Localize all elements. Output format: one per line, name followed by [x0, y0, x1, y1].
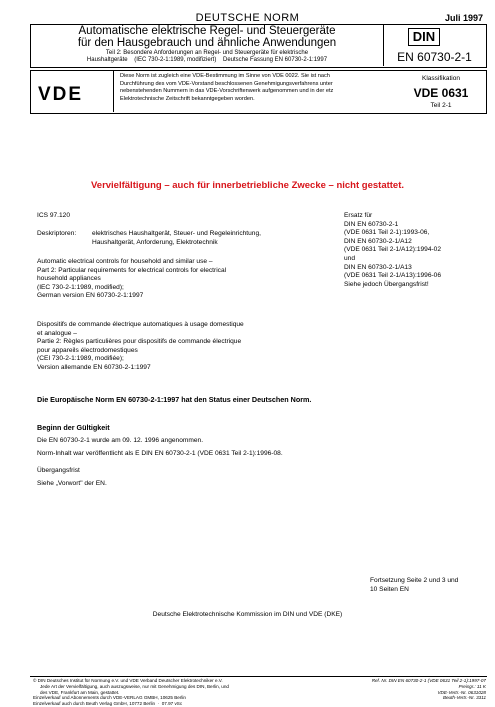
- replacement-info: [344, 212, 494, 289]
- replacement-line: DIN EN 60730-2-1/A12: [344, 237, 412, 245]
- english-title-line: household appliances: [37, 275, 101, 283]
- descriptors-label: Deskriptoren:: [37, 230, 77, 237]
- title-line: für den Hausgebrauch und ähnliche Anwendungen: [77, 37, 337, 49]
- english-title-line: Automatic electrical controls for household and similar use –: [37, 258, 213, 265]
- subtitle: [31, 50, 383, 64]
- french-title-line: (CEI 730-2-1:1989, modifiée);: [37, 355, 124, 363]
- french-title-line: Version allemande EN 60730-2-1:1997: [37, 363, 151, 371]
- descriptor-line: Haushaltgerät, Anforderung, Elektrotechnik: [92, 238, 218, 246]
- vde-part: Teil 2-1: [430, 102, 452, 109]
- vde-number: VDE 0631: [413, 86, 469, 100]
- issue-date: Juli 1997: [444, 13, 483, 23]
- replacement-line: DIN EN 60730-2-1: [344, 220, 399, 228]
- vde-statement-line: Diese Norm ist zugleich eine VDE-Bestimmung im Sinne von VDE 0022. Sie ist nach: [120, 73, 330, 79]
- replacement-line: DIN EN 60730-2-1/A13: [344, 263, 412, 271]
- continuation-line: 10 Seiten EN: [370, 585, 409, 593]
- validity-heading: Beginn der Gültigkeit: [37, 423, 110, 432]
- footer-line: des VDE, Frankfurt am Main, gestattet.: [40, 689, 120, 695]
- vde-statement: [120, 73, 390, 103]
- transition-text: Siehe „Vorwort" der EN.: [37, 480, 107, 487]
- french-title-line: Dispositifs de commande électrique automatiques à usage domestique: [37, 321, 244, 328]
- french-title-line: Partie 2: Règles particulières pour dispositifs de commande électrique: [37, 338, 242, 346]
- replacement-line: Ersatz für: [344, 212, 373, 219]
- descriptors: [92, 230, 312, 247]
- english-title-line: Part 2: Particular requirements for electrical controls for electrical: [37, 266, 227, 274]
- subtitle-line: Haushaltgeräte (IEC 730-2-1:1989, modifiziert) Deutsche Fassung EN 60730-2-1:1997: [86, 57, 328, 63]
- validity-text: Norm-Inhalt war veröffentlicht als E DIN EN 60730-2-1 (VDE 0631 Teil 2-1):1996-08.: [37, 450, 283, 457]
- norm-type: DEUTSCHE NORM: [195, 12, 300, 24]
- title-block: [31, 25, 384, 66]
- english-title-line: German version EN 60730-2-1:1997: [37, 292, 144, 300]
- french-title-line: pour appareils électrodomestiques: [37, 346, 138, 354]
- ics-code: ICS 97.120: [37, 212, 70, 219]
- footer-line: Preisgr.: 11 K: [458, 683, 486, 689]
- transition-heading: Übergangsfrist: [37, 467, 80, 474]
- continuation-line: Fortsetzung Seite 2 und 3 und: [370, 577, 459, 584]
- vde-logo: VDE: [38, 84, 84, 105]
- classification-label: Klassifikation: [422, 75, 460, 82]
- footer-line: © DIN Deutsches Institut für Normung e.V. und VDE Verband Deutscher Elektrotechniker e.V.: [33, 678, 223, 683]
- french-title-line: et analogue –: [37, 329, 77, 337]
- validity-text: Die EN 60730-2-1 wurde am 09. 12. 1996 angenommen.: [37, 437, 204, 444]
- english-title: [37, 258, 307, 301]
- din-logo: DIN: [408, 28, 440, 46]
- european-status: Die Europäische Norm EN 60730-2-1:1997 hat den Status einer Deutschen Norm.: [37, 395, 312, 404]
- french-title: [37, 321, 307, 373]
- title-line: Automatische elektrische Regel- und Steuergeräte: [78, 25, 336, 37]
- main-title: [31, 25, 383, 49]
- copy-warning: Vervielfältigung – auch für innerbetriebliche Zwecke – nicht gestattet.: [90, 180, 405, 191]
- commission-name: Deutsche Elektrotechnische Kommission im DIN und VDE (DKE): [152, 611, 343, 618]
- continuation-note: [370, 577, 490, 594]
- footer-line: Einzelverkauf und Abonnements durch VDE-VERLAG GMBH, 10625 Berlin: [33, 695, 186, 701]
- replacement-line: (VDE 0631 Teil 2-1/A12):1994-02: [344, 246, 442, 254]
- din-number: EN 60730-2-1: [397, 50, 472, 64]
- replacement-line: und: [344, 254, 356, 262]
- footer-reference: [300, 678, 486, 701]
- descriptor-line: elektrisches Haushaltgerät, Steuer- und Regeleinrichtung,: [92, 230, 261, 237]
- footer-copyright: [33, 678, 295, 707]
- replacement-line: (VDE 0631 Teil 2-1/A13):1996-06: [344, 272, 442, 280]
- footer-line: Jede Art der Vervielfältigung, auch auszugsweise, nur mit Genehmigung des DIN, Berlin, und: [40, 683, 229, 689]
- divider: [113, 71, 114, 112]
- footer-line: Ref. Nr. DIN EN 60730-2-1 (VDE 0631 Teil 2-1):1997-07: [371, 678, 486, 683]
- vde-statement-line: Elektrotechnische Zeitschrift bekanntgegeben worden.: [120, 95, 255, 102]
- english-title-line: (IEC 730-2-1:1989, modified);: [37, 283, 124, 291]
- subtitle-line: Teil 2: Besondere Anforderungen an Regel- und Steuergeräte für elektrische: [105, 50, 309, 56]
- footer-line: Einzelverkauf auch durch Beuth Verlag GmbH, 10772 Berlin · 07.97 vSc: [33, 701, 183, 707]
- footer-line: Beuth-Vertr.-Nr. 3311: [442, 695, 486, 701]
- replacement-line: (VDE 0631 Teil 2-1):1993-06,: [344, 229, 430, 237]
- vde-statement-line: nebenstehenden Nummern in das VDE-Vorschriftenwerk aufgenommen und in der etz: [120, 88, 334, 95]
- footer-line: VDE-Vertr.-Nr. 0631028: [437, 689, 486, 695]
- replacement-line: Siehe jedoch Übergangsfrist!: [344, 280, 429, 288]
- footer-divider: [30, 676, 487, 677]
- vde-statement-line: Durchführung des vom VDE-Vorstand beschlossenen Genehmigungsverfahrens unter: [120, 80, 333, 87]
